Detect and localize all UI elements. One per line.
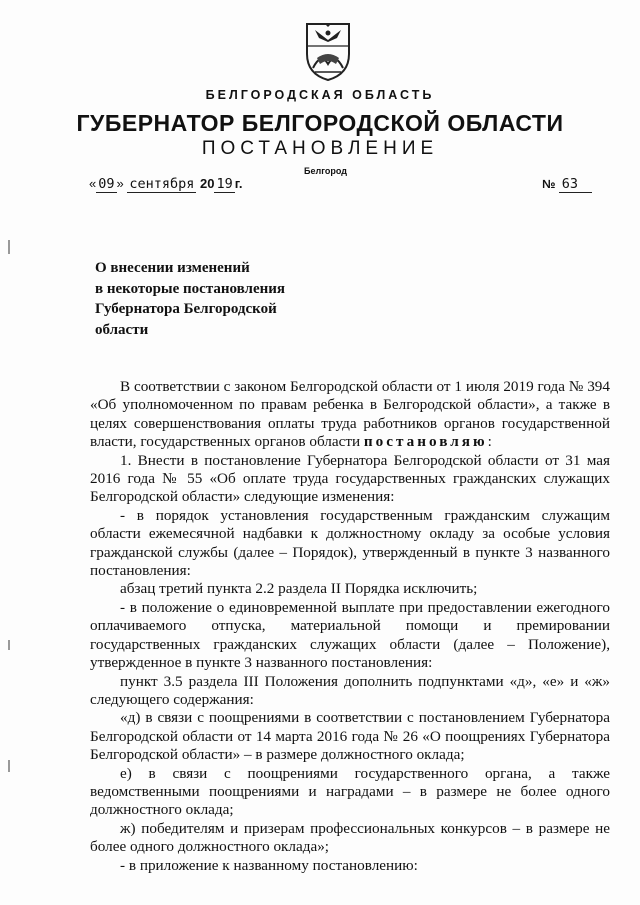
body-paragraph: пункт 3.5 раздела III Положения дополнить подпунктами «д», «е» и «ж» следующего содержания: xyxy=(90,672,610,708)
body-paragraph: абзац третий пункта 2.2 раздела II Порядка исключить; xyxy=(120,580,478,598)
document-type: ПОСТАНОВЛЕНИЕ xyxy=(201,138,439,159)
date-day: 09 xyxy=(98,176,115,192)
body-paragraph: е) в связи с поощрениями государственного органа, а также ведомственными поощрениями и наградами – в размере не более одного должностного оклада; xyxy=(90,764,610,819)
number-label: № xyxy=(542,177,556,191)
body-paragraph: - в порядок установления государственным гражданским служащим области ежемесячной надбавки к должностному окладу за особые условия гражданской службы (далее – Порядок), утвержденный в пункте 3 названного постановления: xyxy=(90,506,610,580)
subject-line: области xyxy=(95,321,149,338)
date-open-quote: « xyxy=(89,176,97,191)
scan-margin-mark xyxy=(8,240,10,254)
subject-line: Губернатора Белгородской xyxy=(95,301,277,317)
scan-margin-mark xyxy=(8,760,10,772)
decree-keyword: постановляю xyxy=(363,433,488,451)
body-paragraph: - в положение о единовременной выплате при предоставлении ежегодного оплачиваемого отпуска, материальной помощи и премировании государственных гражданских служащих области (далее – Положение), утвержденное в пункте 3 названного постановления: xyxy=(90,598,610,672)
scan-margin-mark xyxy=(8,640,10,650)
city-label: Белгород xyxy=(304,166,347,176)
document-subject xyxy=(95,258,325,340)
body-paragraph: «д) в связи с поощрениями в соответствии с постановлением Губернатора Белгородской области от 14 марта 2016 года № 26 «О поощрениях Губернатора Белгородской области» – в размере должностного оклада; xyxy=(90,709,610,764)
body-paragraph: ж) победителям и призерам профессиональных конкурсов – в размере не более одного должностного оклада»; xyxy=(90,819,610,856)
body-paragraph: 1. Внести в постановление Губернатора Белгородской области от 31 мая 2016 года № 55 «Об оплате труда государственных гражданских служащих Белгородской области» следующие изменения: xyxy=(90,451,610,506)
body-paragraph xyxy=(90,378,610,452)
governor-title: ГУБЕРНАТОР БЕЛГОРОДСКОЙ ОБЛАСТИ xyxy=(76,110,564,136)
coat-of-arms-emblem xyxy=(303,20,353,82)
date-month: сентября xyxy=(129,176,195,192)
preamble-tail: : xyxy=(487,433,492,451)
document-number xyxy=(542,176,592,192)
date-year-prefix: 20 xyxy=(200,176,215,191)
document-body xyxy=(90,378,610,875)
date-year-unit: г. xyxy=(234,176,243,191)
date-close-quote: » xyxy=(116,176,124,191)
region-title: БЕЛГОРОДСКАЯ ОБЛАСТЬ xyxy=(205,88,435,102)
number-value: 63 xyxy=(559,176,592,193)
date-year-suffix: 19 xyxy=(216,176,233,192)
subject-line: в некоторые постановления xyxy=(95,280,286,297)
document-date xyxy=(89,176,242,192)
preamble-text: В соответствии с законом Белгородской области от 1 июля 2019 года № 394 «Об уполномоченном по правам ребенка в Белгородской области», а также в целях совершенствования оплаты труда работников органов государственной власти, государственных органов области xyxy=(90,378,610,451)
body-paragraph: - в приложение к названному постановлению: xyxy=(120,856,418,874)
subject-line: О внесении изменений xyxy=(95,260,250,276)
